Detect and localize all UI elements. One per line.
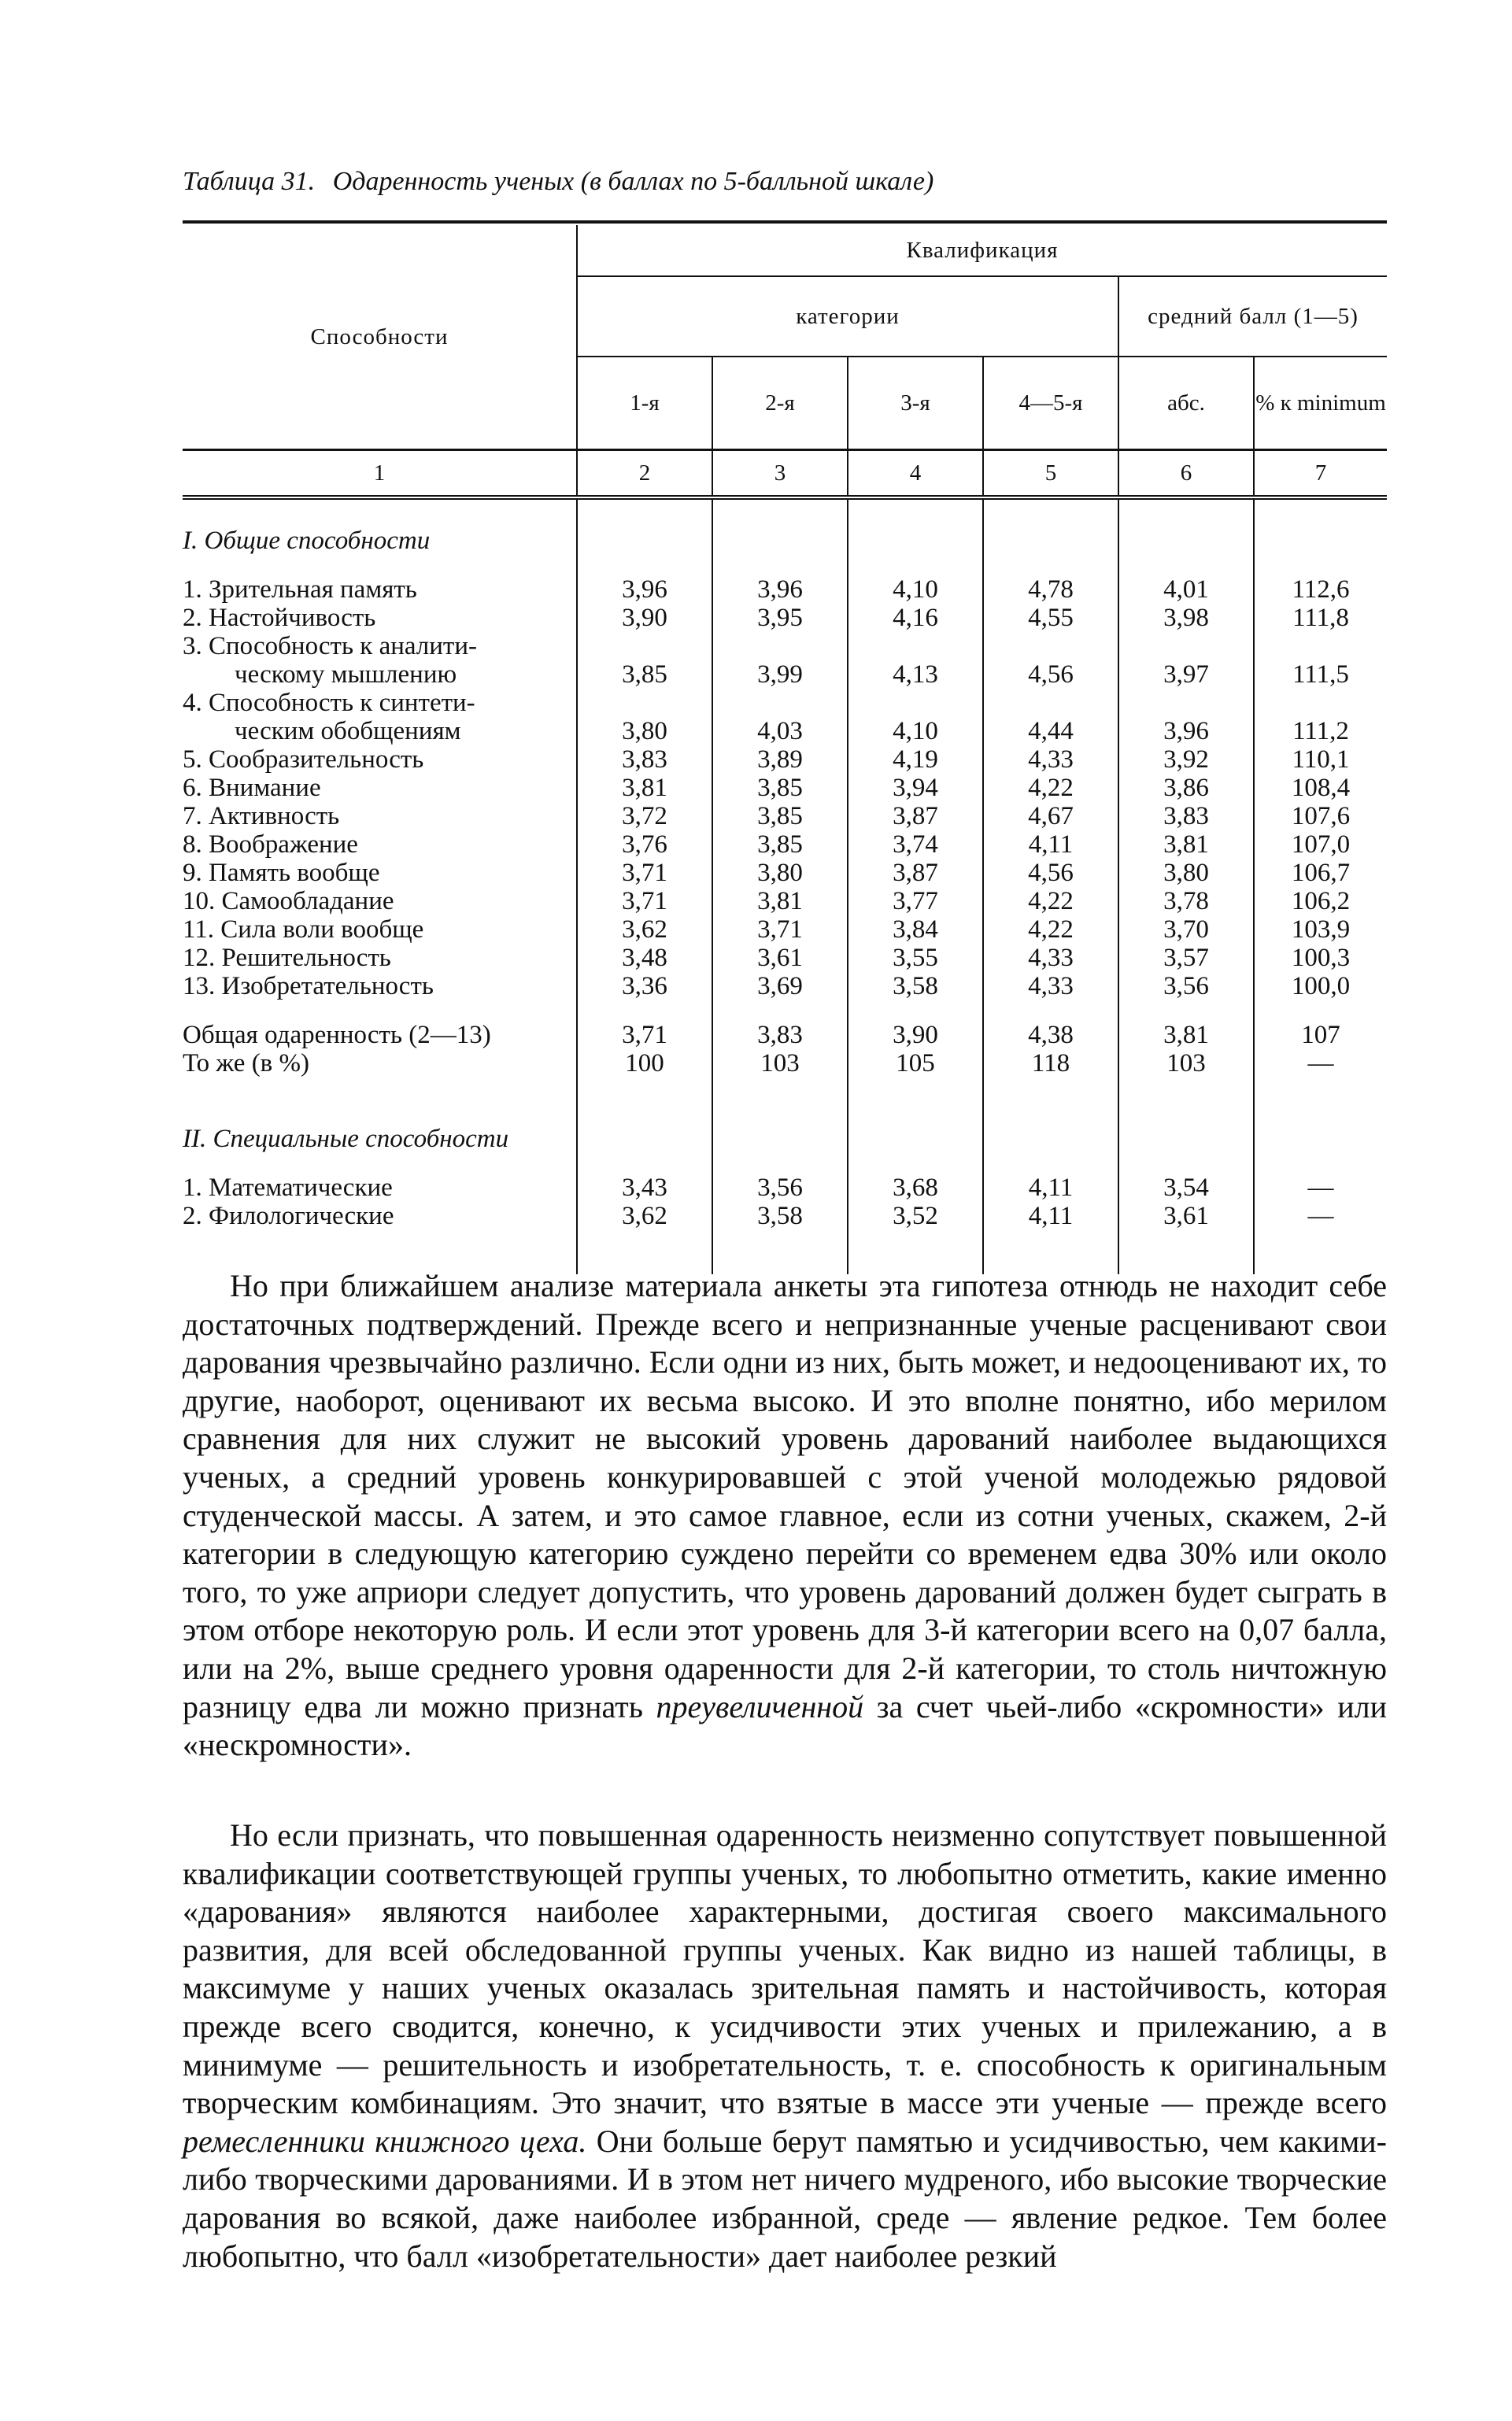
row-value: 3,90 (848, 1021, 983, 1049)
paragraph-2-text-b: Они больше берут памятью и усидчивостью, чем какими-либо творческими дарованиями. И в этом нет ничего мудреного, ибо высокие творческие дарования во всякой, даже наиболее избранной, среде — явление редкое. Тем более любопытно, что балл «изобретательности» дает наиболее резкий (183, 2123, 1387, 2274)
row-value: 3,80 (577, 717, 712, 745)
row-value: 3,96 (712, 575, 848, 604)
row-value: 4,56 (983, 660, 1118, 689)
row-value: 4,19 (848, 745, 983, 774)
paragraph-2-italic: ремесленники книжного цеха. (183, 2123, 587, 2159)
paragraph-1-italic: преувеличенной (656, 1688, 864, 1724)
row-label: 13. Изобретательность (183, 972, 434, 1000)
row-value: 100,0 (1254, 972, 1387, 1000)
row-value: 4,10 (848, 575, 983, 604)
row-value: 3,85 (577, 660, 712, 689)
row-value: 3,71 (577, 859, 712, 887)
row-value: 107 (1254, 1021, 1387, 1049)
row-value: 3,96 (1118, 717, 1254, 745)
column-number: 6 (1118, 450, 1254, 498)
column-number-row (183, 450, 1387, 498)
row-value: 3,89 (712, 745, 848, 774)
row-value: 3,61 (1118, 1202, 1254, 1230)
row-value: 107,6 (1254, 802, 1387, 830)
row-label: 7. Активность (183, 802, 340, 830)
table-caption (183, 167, 1410, 197)
row-value: 4,55 (983, 604, 1118, 632)
row-value: 4,16 (848, 604, 983, 632)
row-label: Общая одаренность (2—13) (183, 1021, 491, 1049)
row-value: 3,43 (577, 1174, 712, 1202)
row-value: 100,3 (1254, 944, 1387, 972)
table-row (183, 717, 1387, 745)
row-value: 4,78 (983, 575, 1118, 604)
row-value: 118 (983, 1049, 1118, 1077)
row-value: 4,22 (983, 915, 1118, 944)
row-value: 3,61 (712, 944, 848, 972)
column-number: 7 (1254, 450, 1387, 498)
header-abs: абс. (1118, 357, 1254, 450)
row-value: 105 (848, 1049, 983, 1077)
table-row (183, 1202, 1387, 1230)
row-value: 4,01 (1118, 575, 1254, 604)
row-value: 103 (1118, 1049, 1254, 1077)
row-value: 3,70 (1118, 915, 1254, 944)
row-value: 106,7 (1254, 859, 1387, 887)
header-cat1: 1-я (577, 357, 712, 450)
column-number: 1 (183, 450, 577, 498)
header-cat3: 3-я (848, 357, 983, 450)
row-label: 3. Способность к аналити- (183, 632, 478, 660)
row-value: 3,81 (577, 774, 712, 802)
row-value: 3,92 (1118, 745, 1254, 774)
row-value: 4,03 (712, 717, 848, 745)
row-label: 5. Сообразительность (183, 745, 424, 774)
header-categories: категории (577, 276, 1118, 357)
row-value: 4,22 (983, 887, 1118, 915)
row-value: 4,33 (983, 745, 1118, 774)
header-pct-min: % к minimum (1254, 357, 1387, 450)
row-value: 3,96 (577, 575, 712, 604)
row-value: 110,1 (1254, 745, 1387, 774)
row-value: 4,33 (983, 944, 1118, 972)
row-value: 3,58 (712, 1202, 848, 1230)
row-value: 3,81 (1118, 830, 1254, 859)
row-value: 4,10 (848, 717, 983, 745)
section-special-heading: II. Специальные способности (183, 1125, 509, 1153)
row-value: 106,2 (1254, 887, 1387, 915)
row-value: — (1254, 1174, 1387, 1202)
table-row (183, 944, 1387, 972)
row-value: 3,56 (712, 1174, 848, 1202)
row-value: 3,68 (848, 1174, 983, 1202)
table-row (183, 830, 1387, 859)
row-value: 3,62 (577, 1202, 712, 1230)
row-value: — (1254, 1049, 1387, 1077)
row-value: 3,98 (1118, 604, 1254, 632)
row-value: 3,57 (1118, 944, 1254, 972)
row-value: 3,69 (712, 972, 848, 1000)
header-cat45: 4—5-я (983, 357, 1118, 450)
row-value: 3,48 (577, 944, 712, 972)
table-caption-label: Таблица 31. (183, 167, 316, 196)
row-value: 3,54 (1118, 1174, 1254, 1202)
row-value: 3,52 (848, 1202, 983, 1230)
header-abilities: Способности (310, 324, 449, 349)
row-value: 103 (712, 1049, 848, 1077)
table-row (183, 915, 1387, 944)
row-value: 3,85 (712, 802, 848, 830)
row-value: 4,11 (983, 1202, 1118, 1230)
column-number: 5 (983, 450, 1118, 498)
paragraph-1-text-b: за счет чьей-либо «скромности» или «нескромности». (183, 1688, 1387, 1763)
table-row (183, 745, 1387, 774)
row-value: 3,76 (577, 830, 712, 859)
row-value: 108,4 (1254, 774, 1387, 802)
row-value: 3,87 (848, 802, 983, 830)
row-value: 3,97 (1118, 660, 1254, 689)
row-label: 10. Самообладание (183, 887, 394, 915)
row-value: 4,13 (848, 660, 983, 689)
row-value: 3,62 (577, 915, 712, 944)
row-label: 12. Решительность (183, 944, 391, 972)
row-value: 111,2 (1254, 717, 1387, 745)
row-value: 3,80 (712, 859, 848, 887)
row-label: 2. Настойчивость (183, 604, 376, 632)
column-number: 2 (577, 450, 712, 498)
row-value: 3,85 (712, 774, 848, 802)
section-general-heading: I. Общие способности (183, 527, 431, 555)
row-value: 111,8 (1254, 604, 1387, 632)
row-value: 3,83 (1118, 802, 1254, 830)
row-label: ческому мышлению (235, 660, 457, 689)
row-value: 3,71 (577, 1021, 712, 1049)
row-value: 3,90 (577, 604, 712, 632)
row-value: 3,99 (712, 660, 848, 689)
paragraph-2-text-a: Но если признать, что повышенная одаренность неизменно сопутствует повышенной квалификации соответствующей группы ученых, то любопытно отметить, какие именно «дарования» являются наиболее характерными, достигая своего максимального развития, для всей обследованной группы ученых. Как видно из нашей таблицы, в максимуме у наших ученых оказалась зрительная память и настойчивость, которая прежде всего сводится, конечно, к усидчивости этих ученых и прилежанию, а в минимуме — решительность и изобретательность, т. е. способность к оригинальным творческим комбинациям. Это значит, что взятые в массе эти ученые — прежде всего (183, 1817, 1387, 2121)
row-value: — (1254, 1202, 1387, 1230)
row-value: 4,56 (983, 859, 1118, 887)
header-qualification: Квалификация (577, 225, 1387, 276)
row-label: 4. Способность к синтети- (183, 689, 475, 717)
paragraph-1 (183, 1267, 1387, 1765)
row-label: 1. Математические (183, 1174, 393, 1202)
row-value: 3,56 (1118, 972, 1254, 1000)
row-value: 3,72 (577, 802, 712, 830)
abilities-table (183, 220, 1387, 1274)
table-row (183, 887, 1387, 915)
row-label: То же (в %) (183, 1049, 309, 1077)
row-label: 8. Воображение (183, 830, 358, 859)
row-value: 112,6 (1254, 575, 1387, 604)
row-value: 3,95 (712, 604, 848, 632)
table-row (183, 802, 1387, 830)
paragraph-1-text-a: Но при ближайшем анализе материала анкеты эта гипотеза отнюдь не находит себе достаточных подтверждений. Прежде всего и непризнанные ученые расценивают свои дарования чрезвычайно различно. Если одни из них, быть может, и недооценивают их, то другие, наоборот, оценивают их весьма высоко. И это вполне понятно, ибо мерилом сравнения для них служит не высокий уровень дарований наиболее выдающихся ученых, а средний уровень конкурировавшей с этой ученой молодежью рядовой студенческой массы. А затем, и это самое главное, если из сотни ученых, скажем, 2-й категории в следующую категорию суждено перейти со временем едва 30% или около того, то уже априори следует допустить, что уровень дарований должен будет сыграть в этом отборе некоторую роль. И если этот уровень для 3-й категории всего на 0,07 балла, или на 2%, выше среднего уровня одаренности для 2-й категории, то столь ничтожную разницу едва ли можно признать (183, 1268, 1387, 1724)
row-value: 100 (577, 1049, 712, 1077)
table-row (183, 774, 1387, 802)
row-value: 3,87 (848, 859, 983, 887)
row-label: 2. Филологические (183, 1202, 394, 1230)
table-row (183, 1049, 1387, 1077)
row-value: 4,22 (983, 774, 1118, 802)
row-value: 3,58 (848, 972, 983, 1000)
row-label: 1. Зрительная память (183, 575, 417, 604)
table-row (183, 575, 1387, 604)
row-value: 4,11 (983, 1174, 1118, 1202)
column-number: 4 (848, 450, 983, 498)
row-value: 3,86 (1118, 774, 1254, 802)
row-label: 9. Память вообще (183, 859, 380, 887)
row-value: 3,36 (577, 972, 712, 1000)
row-label: 6. Внимание (183, 774, 321, 802)
row-value: 3,77 (848, 887, 983, 915)
table-row (183, 1174, 1387, 1202)
row-value: 4,33 (983, 972, 1118, 1000)
row-value: 3,81 (1118, 1021, 1254, 1049)
row-value: 107,0 (1254, 830, 1387, 859)
row-value: 4,67 (983, 802, 1118, 830)
row-value: 4,11 (983, 830, 1118, 859)
row-value: 3,55 (848, 944, 983, 972)
table-row (183, 1021, 1387, 1049)
header-avg-score: средний балл (1—5) (1118, 276, 1387, 357)
header-cat2: 2-я (712, 357, 848, 450)
row-value: 3,71 (577, 887, 712, 915)
table-row (183, 604, 1387, 632)
row-value: 3,84 (848, 915, 983, 944)
row-value: 3,80 (1118, 859, 1254, 887)
table-caption-title: Одаренность ученых (в баллах по 5-балльной шкале) (332, 167, 934, 196)
row-value: 3,85 (712, 830, 848, 859)
row-value: 3,83 (577, 745, 712, 774)
table-body (183, 497, 1387, 1274)
row-value: 3,78 (1118, 887, 1254, 915)
row-value: 111,5 (1254, 660, 1387, 689)
row-value: 3,83 (712, 1021, 848, 1049)
table-row (183, 972, 1387, 1000)
column-number: 3 (712, 450, 848, 498)
row-value: 4,44 (983, 717, 1118, 745)
row-value: 3,74 (848, 830, 983, 859)
row-value: 103,9 (1254, 915, 1387, 944)
table-row (183, 859, 1387, 887)
row-value: 3,71 (712, 915, 848, 944)
paragraph-2 (183, 1817, 1387, 2275)
row-label: 11. Сила воли вообще (183, 915, 424, 944)
row-value: 3,81 (712, 887, 848, 915)
row-label: ческим обобщениям (235, 717, 461, 745)
table-row (183, 660, 1387, 689)
row-value: 4,38 (983, 1021, 1118, 1049)
row-value: 3,94 (848, 774, 983, 802)
